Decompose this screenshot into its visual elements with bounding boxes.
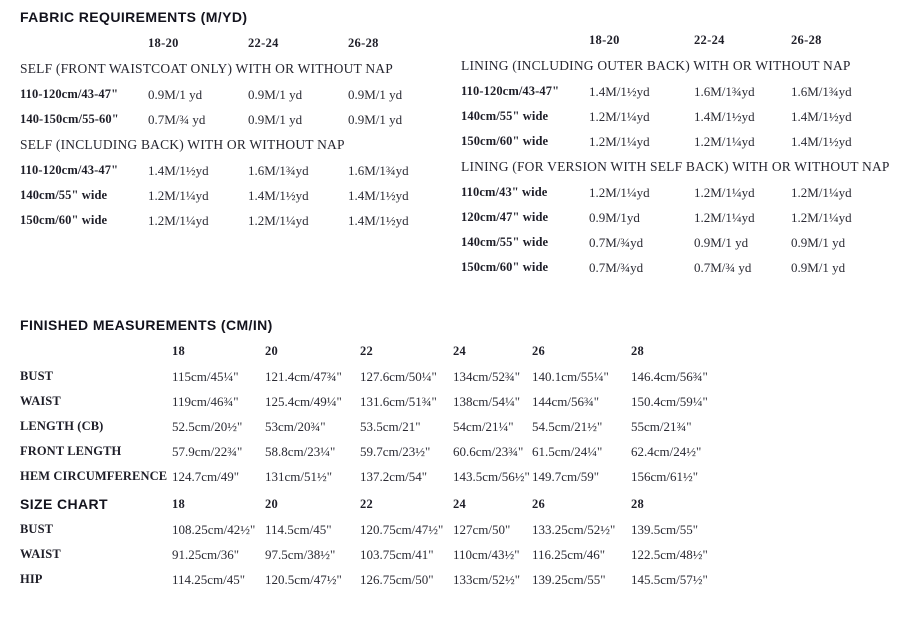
yardage-value: 1.2M/1¼yd [589,108,650,124]
measurement-value: 91.25cm/36" [172,546,240,562]
measurement-value: 53.5cm/21" [360,418,421,434]
table-row [20,414,913,439]
yardage-value: 1.4M/1½yd [694,108,755,124]
size-col-header: 22 [360,496,374,511]
yardage-value: 0.9M/1 yd [248,111,303,127]
size-range-col-header: 22-24 [694,33,725,47]
measurement-label: HEM CIRCUMFERENCE [20,469,168,483]
fabric-width-label: 110-120cm/43-47" [20,87,119,101]
yardage-value: 0.9M/1 yd [348,111,403,127]
yardage-value: 1.4M/1½yd [348,187,409,203]
yardage-value: 1.2M/1¼yd [694,209,755,225]
measurement-value: 146.4cm/56¾" [631,368,708,384]
measurement-value: 58.8cm/23¼" [265,443,336,459]
table-row [20,183,460,208]
measurement-value: 131.6cm/51¾" [360,393,437,409]
size-range-col-header: 18-20 [589,33,620,47]
measurement-value: 54cm/21¼" [453,418,514,434]
measurement-value: 127.6cm/50¼" [360,368,437,384]
size-range-col-header: 22-24 [248,36,279,50]
yardage-value: 1.2M/1¼yd [248,212,309,228]
yardage-value: 1.2M/1¼yd [694,133,755,149]
yardage-value: 1.6M/1¾yd [248,162,309,178]
measurement-label: BUST [20,522,54,536]
measurement-value: 137.2cm/54" [360,468,428,484]
section-heading-self-including-back: SELF (INCLUDING BACK) WITH OR WITHOUT NAP [20,137,345,152]
yardage-value: 1.2M/1¼yd [589,184,650,200]
yardage-value: 1.2M/1¼yd [148,212,209,228]
measurement-label: BUST [20,369,54,383]
fabric-width-label: 110-120cm/43-47" [20,163,119,177]
yardage-value: 1.2M/1¼yd [791,184,852,200]
measurement-value: 114.5cm/45" [265,521,332,537]
section-heading-lining-outer-back: LINING (INCLUDING OUTER BACK) WITH OR WITHOUT NAP [461,58,851,73]
fabric-requirements-title: FABRIC REQUIREMENTS (M/YD) [20,9,248,25]
measurement-value: 131cm/51½" [265,468,333,484]
measurement-value: 61.5cm/24¼" [532,443,603,459]
fabric-width-label: 150cm/60" wide [20,213,108,227]
yardage-value: 1.6M/1¾yd [791,83,852,99]
table-row [20,82,460,107]
size-range-col-header: 26-28 [791,33,822,47]
finished-measurements-table [20,316,913,592]
size-chart-header-row [20,491,913,517]
table-row [20,464,913,489]
yardage-value: 1.4M/1½yd [348,212,409,228]
fabric-width-label: 140-150cm/55-60" [20,112,119,126]
size-range-col-header: 26-28 [348,36,379,50]
measurement-value: 108.25cm/42½" [172,521,256,537]
measurement-value: 103.75cm/41" [360,546,434,562]
yardage-value: 0.9M/1 yd [148,86,203,102]
measurement-value: 116.25cm/46" [532,546,606,562]
yardage-value: 1.4M/1½yd [589,83,650,99]
measurement-value: 138cm/54¼" [453,393,521,409]
table-row [461,104,913,129]
size-col-header: 24 [453,496,467,511]
measurement-value: 52.5cm/20½" [172,418,243,434]
measurement-label: WAIST [20,547,61,561]
section-heading-self-front-waistcoat: SELF (FRONT WAISTCOAT ONLY) WITH OR WITHOUT NAP [20,61,393,76]
yardage-value: 1.6M/1¾yd [348,162,409,178]
fabric-width-label: 140cm/55" wide [461,235,549,249]
table-row [20,364,913,389]
table-row [20,542,913,567]
yardage-value: 0.7M/¾yd [589,234,644,250]
size-col-header: 20 [265,496,279,511]
table-row [20,107,460,132]
measurement-value: 57.9cm/22¾" [172,443,243,459]
yardage-value: 1.4M/1½yd [148,162,209,178]
size-col-header: 24 [453,344,467,358]
measurement-value: 156cm/61½" [631,468,699,484]
yardage-value: 0.9M/1 yd [791,259,846,275]
measurement-value: 122.5cm/48½" [631,546,708,562]
yardage-value: 1.4M/1½yd [791,108,852,124]
measurement-value: 149.7cm/59" [532,468,600,484]
table-row [20,208,460,233]
measurement-value: 97.5cm/38½" [265,546,336,562]
size-col-header: 18 [172,496,186,511]
measurement-value: 144cm/56¾" [532,393,600,409]
measurement-value: 120.75cm/47½" [360,521,444,537]
measurement-value: 139.5cm/55" [631,521,699,537]
measurement-value: 145.5cm/57½" [631,571,708,587]
table-row [461,180,913,205]
size-col-header: 28 [631,344,645,358]
table-row [461,205,913,230]
size-col-header: 22 [360,344,374,358]
measurement-value: 143.5cm/56½" [453,468,530,484]
measurement-value: 124.7cm/49" [172,468,240,484]
fabric-requirements-right-table [461,28,913,280]
measurement-value: 114.25cm/45" [172,571,246,587]
size-col-header: 26 [532,496,546,511]
size-col-header: 28 [631,496,645,511]
yardage-value: 1.2M/1¼yd [589,133,650,149]
table-row [461,129,913,154]
fabric-requirements-left-table [20,8,460,233]
yardage-value: 0.9M/1 yd [348,86,403,102]
measurement-value: 121.4cm/47¾" [265,368,342,384]
yardage-value: 1.2M/1¼yd [148,187,209,203]
fabric-width-label: 150cm/60" wide [461,134,549,148]
finished-measurements-title: FINISHED MEASUREMENTS (CM/IN) [20,317,273,333]
yardage-value: 0.7M/¾ yd [694,259,752,275]
size-chart-title: SIZE CHART [20,496,108,512]
measurement-value: 119cm/46¾" [172,393,239,409]
measurement-value: 59.7cm/23½" [360,443,431,459]
size-col-header: 26 [532,344,546,358]
measurement-value: 60.6cm/23¾" [453,443,524,459]
yardage-value: 1.2M/1¼yd [694,184,755,200]
yardage-value: 0.9M/1 yd [248,86,303,102]
size-range-header-row [461,28,913,53]
yardage-value: 0.9M/1 yd [791,234,846,250]
table-row [461,255,913,280]
yardage-value: 0.7M/¾ yd [148,111,206,127]
table-row [20,158,460,183]
measurement-value: 140.1cm/55¼" [532,368,609,384]
measurement-value: 139.25cm/55" [532,571,606,587]
table-row [461,230,913,255]
fabric-width-label: 110-120cm/43-47" [461,84,560,98]
measurement-value: 115cm/45¼" [172,368,239,384]
yardage-value: 0.9M/1 yd [694,234,749,250]
yardage-value: 1.4M/1½yd [248,187,309,203]
measurement-value: 110cm/43½" [453,546,520,562]
yardage-value: 0.9M/1yd [589,209,640,225]
measurement-value: 134cm/52¾" [453,368,521,384]
yardage-value: 1.2M/1¼yd [791,209,852,225]
measurement-value: 62.4cm/24½" [631,443,702,459]
table-row [20,439,913,464]
measurement-label: LENGTH (CB) [20,419,104,433]
measurement-label: WAIST [20,394,61,408]
size-range-col-header: 18-20 [148,36,179,50]
table-row [20,389,913,414]
measurement-value: 126.75cm/50" [360,571,434,587]
fabric-width-label: 140cm/55" wide [20,188,108,202]
fabric-width-label: 150cm/60" wide [461,260,549,274]
measurement-value: 127cm/50" [453,521,511,537]
measurement-label: HIP [20,572,43,586]
section-heading-lining-self-back: LINING (FOR VERSION WITH SELF BACK) WITH OR WITHOUT NAP [461,159,890,174]
measurement-value: 120.5cm/47½" [265,571,342,587]
measurement-value: 125.4cm/49¼" [265,393,342,409]
yardage-value: 1.4M/1½yd [791,133,852,149]
fabric-width-label: 110cm/43" wide [461,185,548,199]
measurement-label: FRONT LENGTH [20,444,122,458]
size-header-row [20,339,913,364]
table-row [20,567,913,592]
measurement-value: 133.25cm/52½" [532,521,616,537]
table-row [20,517,913,542]
measurement-value: 150.4cm/59¼" [631,393,708,409]
fabric-width-label: 120cm/47" wide [461,210,549,224]
table-row [461,79,913,104]
size-col-header: 20 [265,344,279,358]
yardage-value: 1.6M/1¾yd [694,83,755,99]
measurement-value: 54.5cm/21½" [532,418,603,434]
measurement-value: 53cm/20¾" [265,418,326,434]
size-range-header-row [20,31,460,56]
fabric-width-label: 140cm/55" wide [461,109,549,123]
size-col-header: 18 [172,344,186,358]
measurement-value: 55cm/21¾" [631,418,692,434]
measurement-value: 133cm/52½" [453,571,521,587]
yardage-value: 0.7M/¾yd [589,259,644,275]
